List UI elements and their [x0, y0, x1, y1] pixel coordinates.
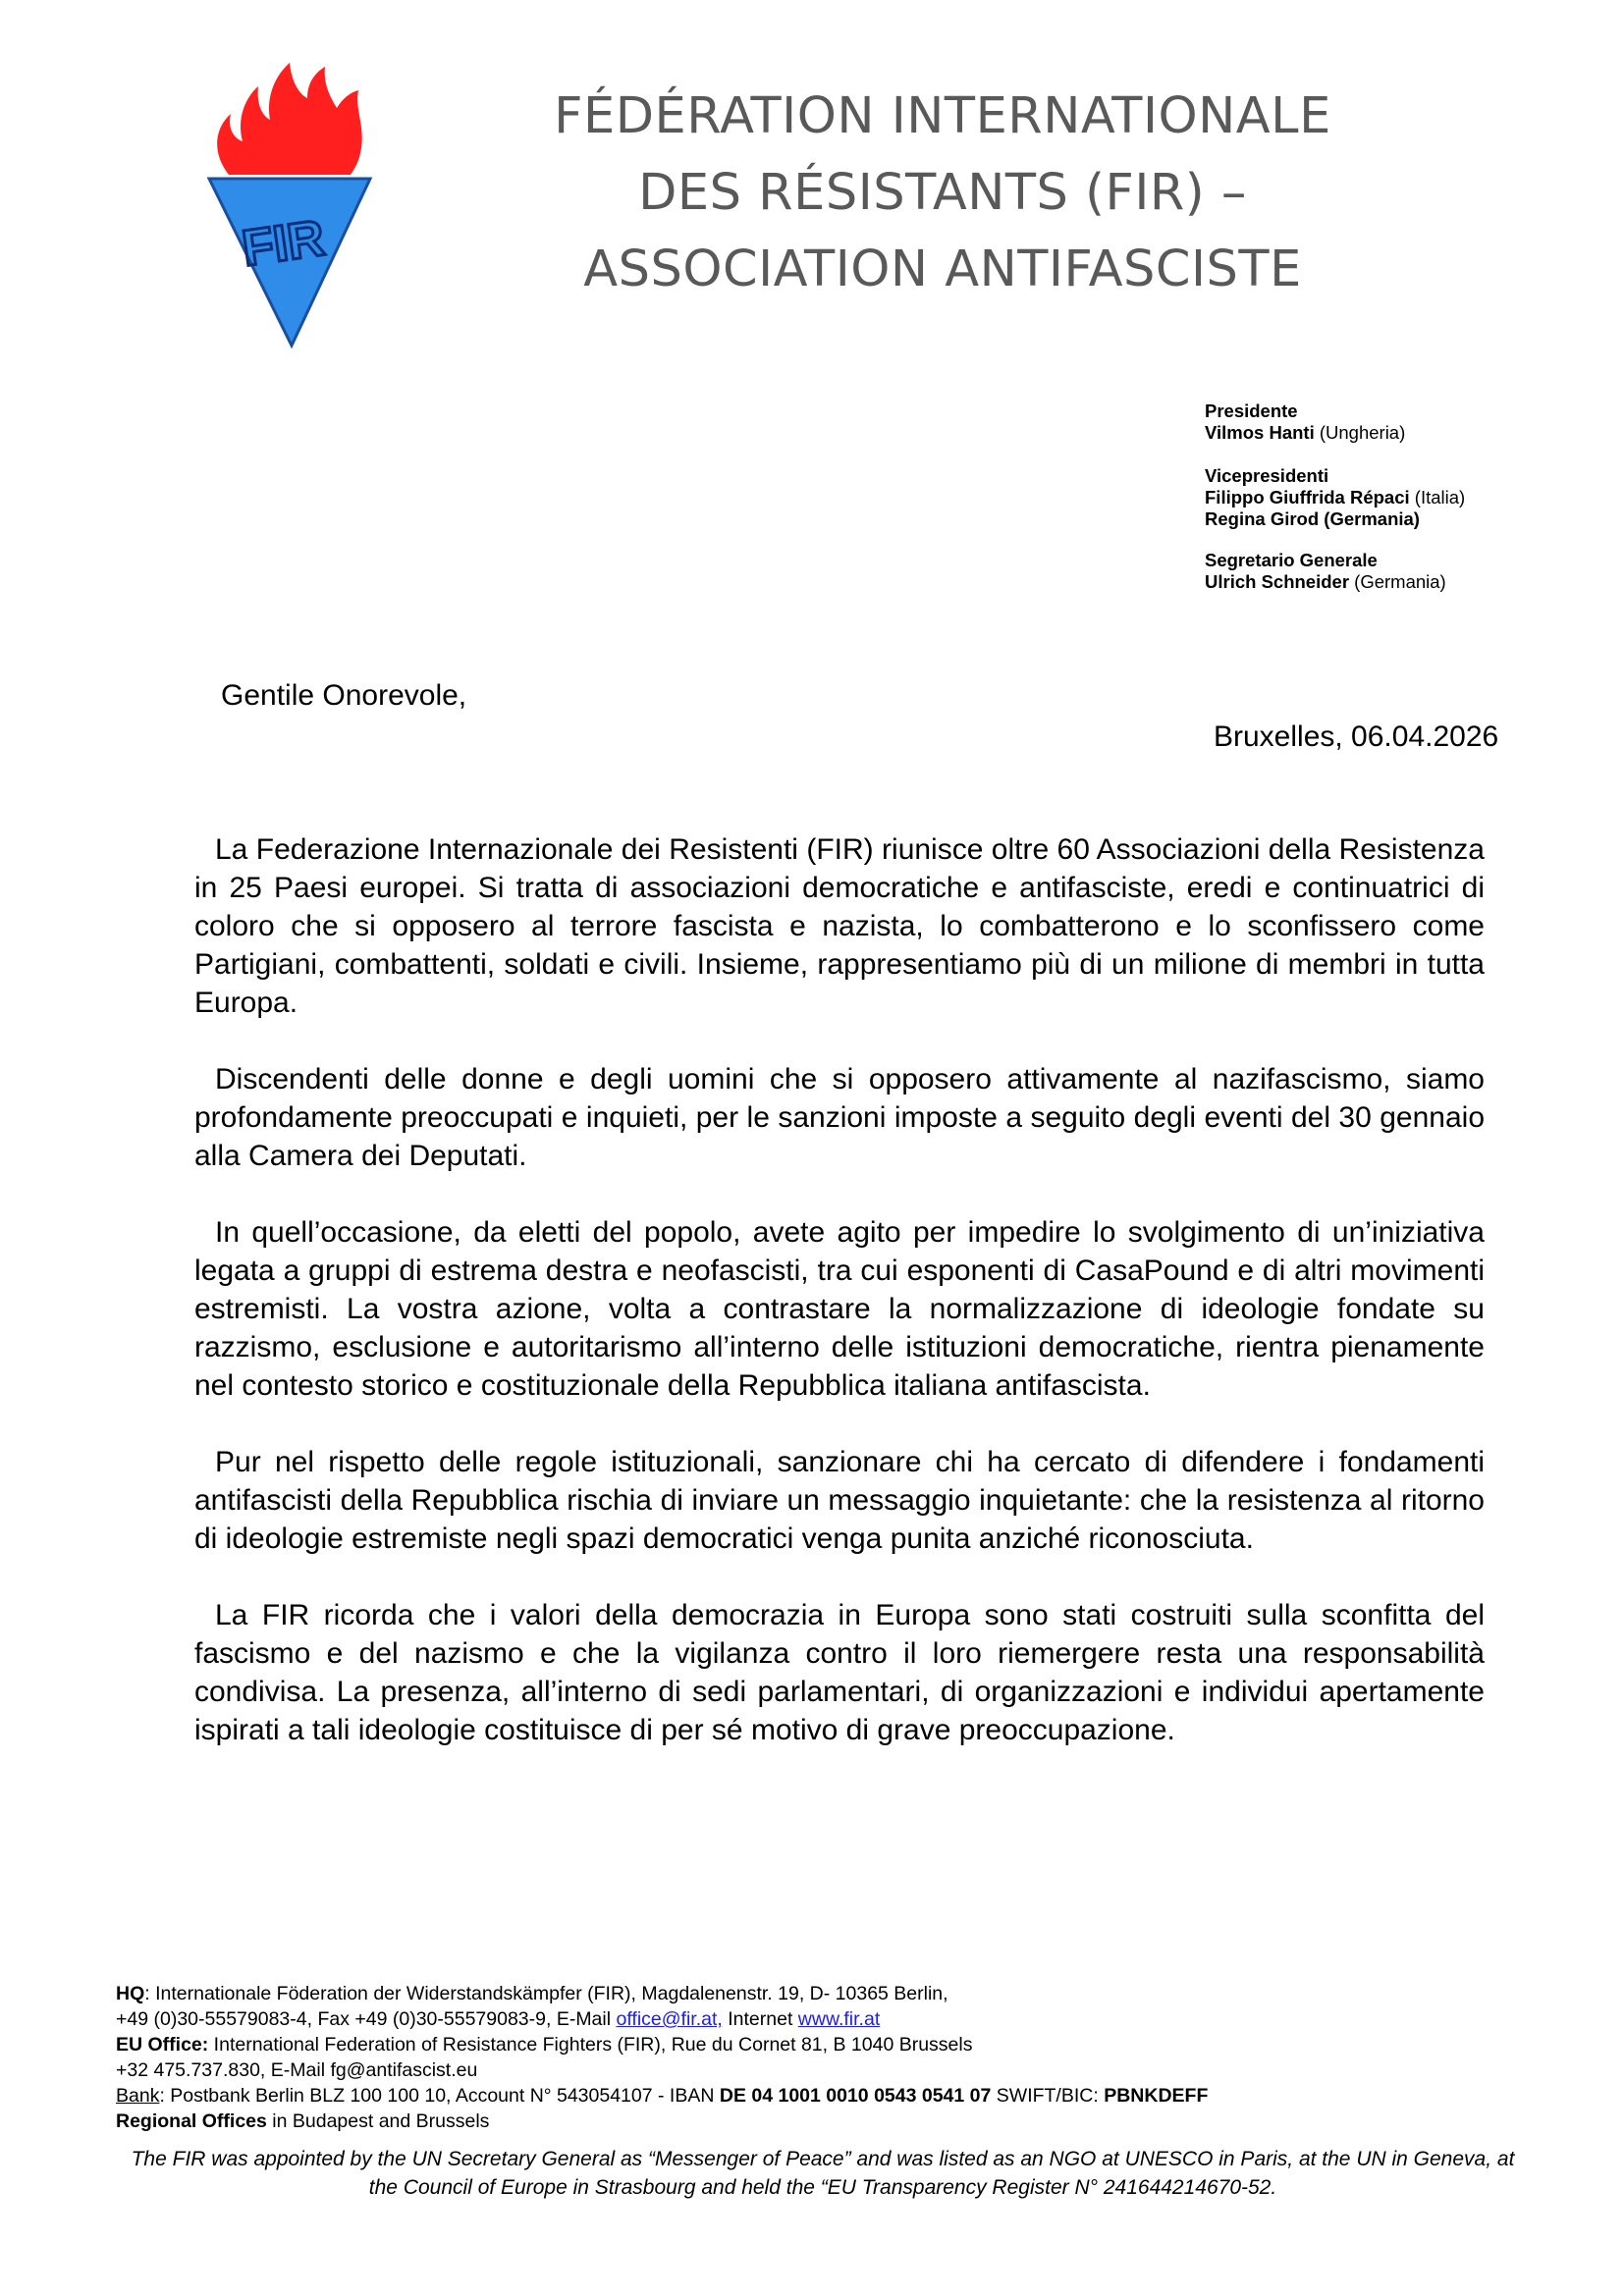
paragraph: La Federazione Internazionale dei Resistenti (FIR) riunisce oltre 60 Associazioni della Resistenza in 25 Paesi europei. Si tratta di associazioni democratiche e antifasciste, eredi e continuatrici di coloro che si opposero al terrore fascista e nazista, lo combatterono e lo sconfissero come Partigiani, combattenti, soldati e civili. Insieme, rappresentiamo più di un milione di membri in tutta Europa.	[194, 833, 1485, 1019]
paragraph: La FIR ricorda che i valori della democrazia in Europa sono stati costruiti sulla sconfitta del fascismo e del nazismo e che la vigilanza contro il loro riemergere resta una responsabilità condivisa. La presenza, all’interno di sedi parlamentari, di organizzazioni e individui apertamente ispirati a tali ideologie costituisce di per sé motivo di grave preoccupazione.	[194, 1599, 1485, 1746]
phone-line	[116, 2006, 1530, 2032]
vice-presidents-title: Vicepresidenti	[1205, 465, 1329, 486]
swift-label: SWIFT/BIC:	[991, 2085, 1105, 2107]
eu-contact-line: +32 475.737.830, E-Mail fg@antifascist.eu	[116, 2059, 478, 2081]
paragraph: Pur nel rispetto delle regole istituzionali, sanzionare chi ha cercato di difendere i fondamenti antifascisti della Repubblica rischia di inviare un messaggio inquietante: che la resistenza al ritorno di ideologie estremiste negli spazi democratici venga punita anziché riconosciuta.	[194, 1446, 1485, 1555]
fir-flame-logo	[201, 59, 378, 348]
regional-label: Regional Offices	[116, 2110, 267, 2132]
place-date: Bruxelles, 06.04.2026	[1214, 721, 1499, 753]
website-link[interactable]: www.fir.at	[797, 2008, 881, 2030]
vice-presidents-group	[1205, 465, 1578, 530]
hq-text: : Internationale Föderation der Widerstandskämpfer (FIR), Magdalenenstr. 19, D- 10365 Berlin,	[144, 1983, 948, 2004]
swift-value: PBNKDEFF	[1104, 2085, 1209, 2107]
president-name: Vilmos Hanti	[1205, 422, 1315, 443]
title-line-2: DES RÉSISTANTS (FIR) –	[638, 164, 1247, 222]
secretary-title: Segretario Generale	[1205, 550, 1378, 570]
secretary-country: (Germania)	[1354, 571, 1446, 592]
un-messenger-note: The FIR was appointed by the UN Secretary General as “Messenger of Peace” and was listed as an NGO at UNESCO in Paris, at the UN in Geneva, at the Council of Europe in Strasbourg and held the “EU Transparency Register N° 241644214670-52.	[131, 2148, 1515, 2199]
paragraph: In quell’occasione, da eletti del popolo, avete agito per impedire lo svolgimento di un’iniziativa legata a gruppi di estrema destra e neofascisti, tra cui esponenti di CasaPound e di altri movimenti estremisti. La vostra azione, volta a contrastare la normalizzazione di ideologie fondate su razzismo, esclusione e autoritarismo all’interno delle istituzioni democratiche, rientra pienamente nel contesto storico e costituzionale della Repubblica italiana antifascista.	[194, 1216, 1485, 1402]
hq-label: HQ	[116, 1983, 145, 2004]
fir-logo-graphic	[201, 59, 378, 348]
officers-list	[1205, 400, 1578, 614]
hq-line	[116, 1981, 1530, 2006]
footer-contacts	[116, 1981, 1530, 2134]
secretary-name: Ulrich Schneider	[1205, 571, 1350, 592]
paragraph: Discendenti delle donne e degli uomini che si opposero attivamente al nazifascismo, siamo profondamente preoccupati e inquieti, per le sanzioni imposte a seguito degli eventi del 30 gennaio alla Camera dei Deputati.	[194, 1063, 1485, 1172]
internet-label: Internet	[722, 2008, 798, 2030]
bank-line	[116, 2083, 1530, 2109]
bank-label: Bank	[116, 2085, 160, 2107]
fir-letters: FIR	[239, 209, 329, 278]
president-title: Presidente	[1205, 400, 1298, 421]
title-line-3: ASSOCIATION ANTIFASCISTE	[583, 240, 1302, 298]
flame-icon	[217, 63, 362, 175]
president-group	[1205, 400, 1578, 444]
bank-text: : Postbank Berlin BLZ 100 100 10, Account N° 543054107 - IBAN	[159, 2085, 720, 2107]
eu-office-label: EU Office:	[116, 2034, 209, 2056]
eu-office-line	[116, 2032, 1530, 2057]
letter-body	[194, 830, 1485, 1788]
vice-president-1-name: Filippo Giuffrida Répaci	[1205, 487, 1410, 507]
regional-text: in Budapest and Brussels	[266, 2110, 490, 2132]
secretary-group	[1205, 550, 1578, 593]
regional-line	[116, 2109, 1530, 2134]
letter-greeting: Gentile Onorevole,	[221, 679, 467, 712]
organization-title	[511, 79, 1375, 308]
phone-text: +49 (0)30-55579083-4, Fax +49 (0)30-55579083-9, E-Mail	[116, 2008, 617, 2030]
president-country: (Ungheria)	[1319, 422, 1406, 443]
email-link[interactable]: office@fir.at,	[616, 2008, 723, 2030]
vice-president-1-country: (Italia)	[1414, 487, 1466, 507]
iban-value: DE 04 1001 0010 0543 0541 07	[719, 2085, 992, 2107]
vice-president-2-name: Regina Girod (Germania)	[1205, 508, 1420, 529]
title-line-1: FÉDÉRATION INTERNATIONALE	[554, 87, 1331, 145]
eu-office-text: International Federation of Resistance Fighters (FIR), Rue du Cornet 81, B 1040 Brussels	[208, 2034, 973, 2056]
